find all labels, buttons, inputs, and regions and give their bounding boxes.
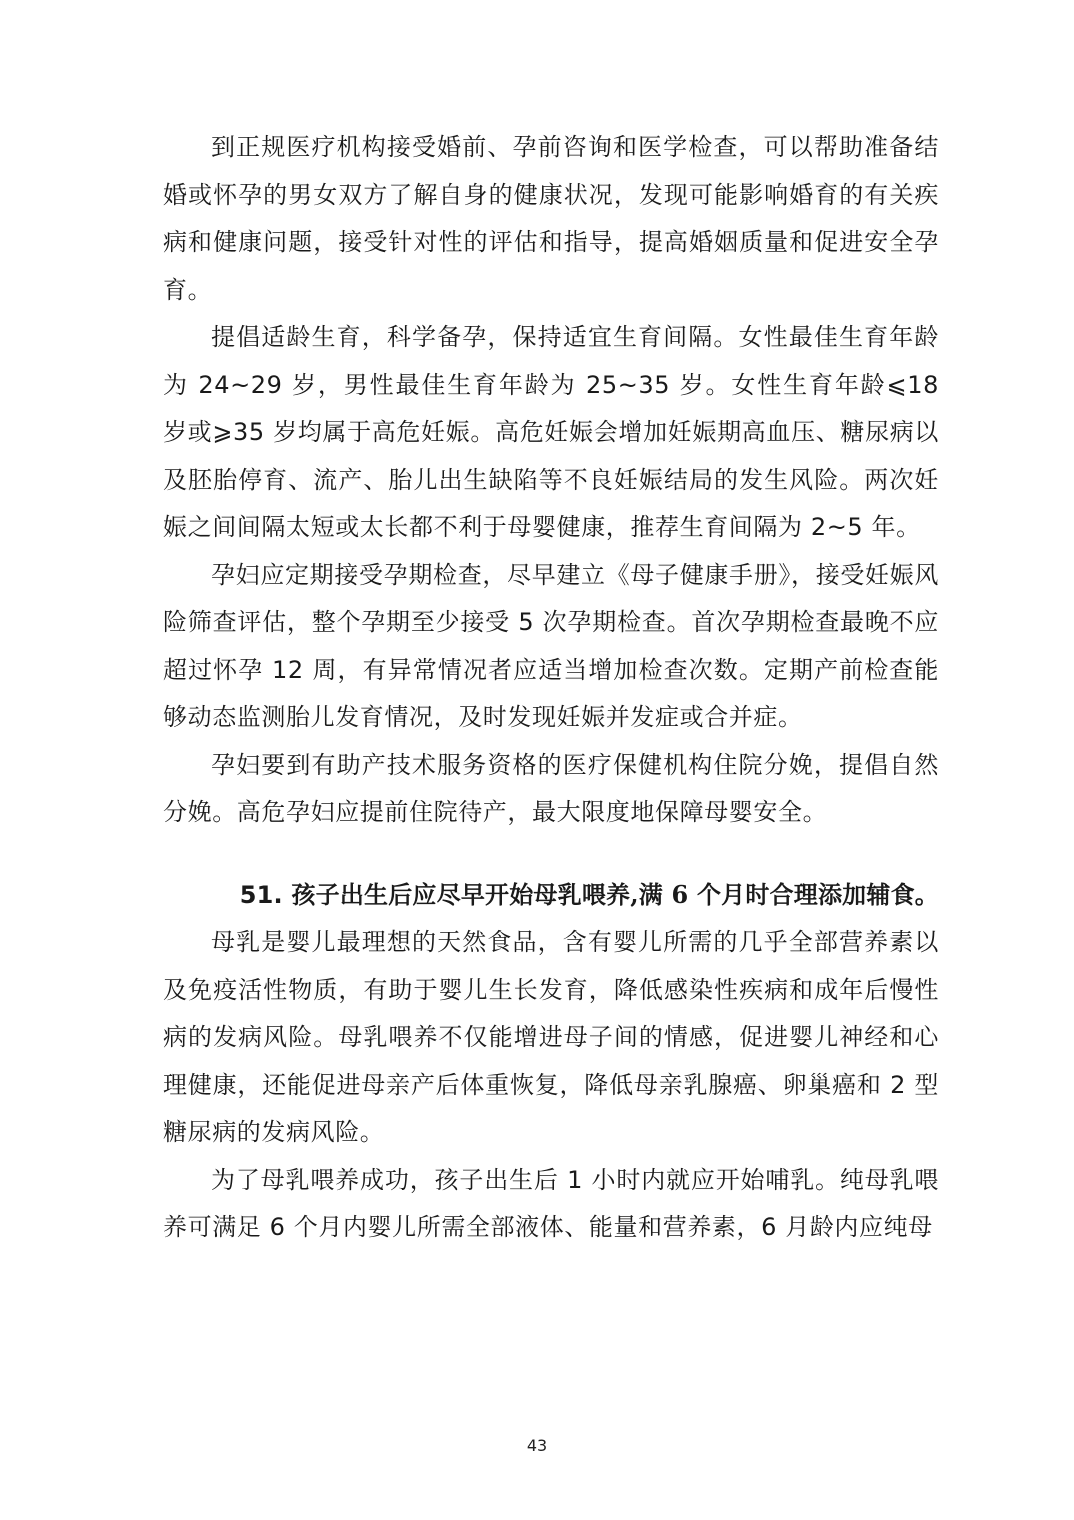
paragraph-breastmilk-benefits: 母乳是婴儿最理想的天然食品，含有婴儿所需的几乎全部营养素以及免疫活性物质，有助于婴儿生长发育，降低感染性疾病和成年后慢性病的发病风险。母乳喂养不仅能增进母子间的情感，促进婴儿神经和心理健康，还能促进母亲产后体重恢复，降低母亲乳腺癌、卵巢癌和 2 型糖尿病的发病风险。 [163, 928, 939, 1146]
paragraph-prenatal-checkup: 孕妇应定期接受孕期检查，尽早建立《母子健康手册》，接受妊娠风险筛查评估，整个孕期至少接受 5 次孕期检查。首次孕期检查最晚不应超过怀孕 12 周，有异常情况者应适当增加检查次数。定期产前检查能够动态监测胎儿发育情况，及时发现妊娠并发症或合并症。 [163, 560, 939, 731]
section-number: 51. [239, 880, 283, 909]
page-number: 43 [526, 1436, 548, 1455]
section-title: 孩子出生后应尽早开始母乳喂养,满 6 个月时合理添加辅食。 [291, 879, 939, 909]
paragraph-breastfeeding-start: 为了母乳喂养成功，孩子出生后 1 小时内就应开始哺乳。纯母乳喂养可满足 6 个月内婴儿所需全部液体、能量和营养素，6 月龄内应纯母 [163, 1165, 939, 1241]
paragraph-childbearing-age: 提倡适龄生育，科学备孕，保持适宜生育间隔。女性最佳生育年龄为 24~29 岁，男性最佳生育年龄为 25~35 岁。女性生育年龄⩽18 岁或⩾35 岁均属于高危妊娠。高危妊娠会增加妊娠期高血压、糖尿病以及胚胎停育、流产、胎儿出生缺陷等不良妊娠结局的发生风险。两次妊娠之间间隔太短或太长都不利于母婴健康，推荐生育间隔为 2~5 年。 [163, 323, 939, 541]
paragraph-hospital-delivery: 孕妇要到有助产技术服务资格的医疗保健机构住院分娩，提倡自然分娩。高危孕妇应提前住院待产，最大限度地保障母婴安全。 [163, 750, 939, 826]
document-body [163, 124, 939, 1252]
section-heading [163, 871, 939, 920]
paragraph-premarital-checkup: 到正规医疗机构接受婚前、孕前咨询和医学检查，可以帮助准备结婚或怀孕的男女双方了解自身的健康状况，发现可能影响婚育的有关疾病和健康问题，接受针对性的评估和指导，提高婚姻质量和促进安全孕育。 [163, 133, 939, 304]
